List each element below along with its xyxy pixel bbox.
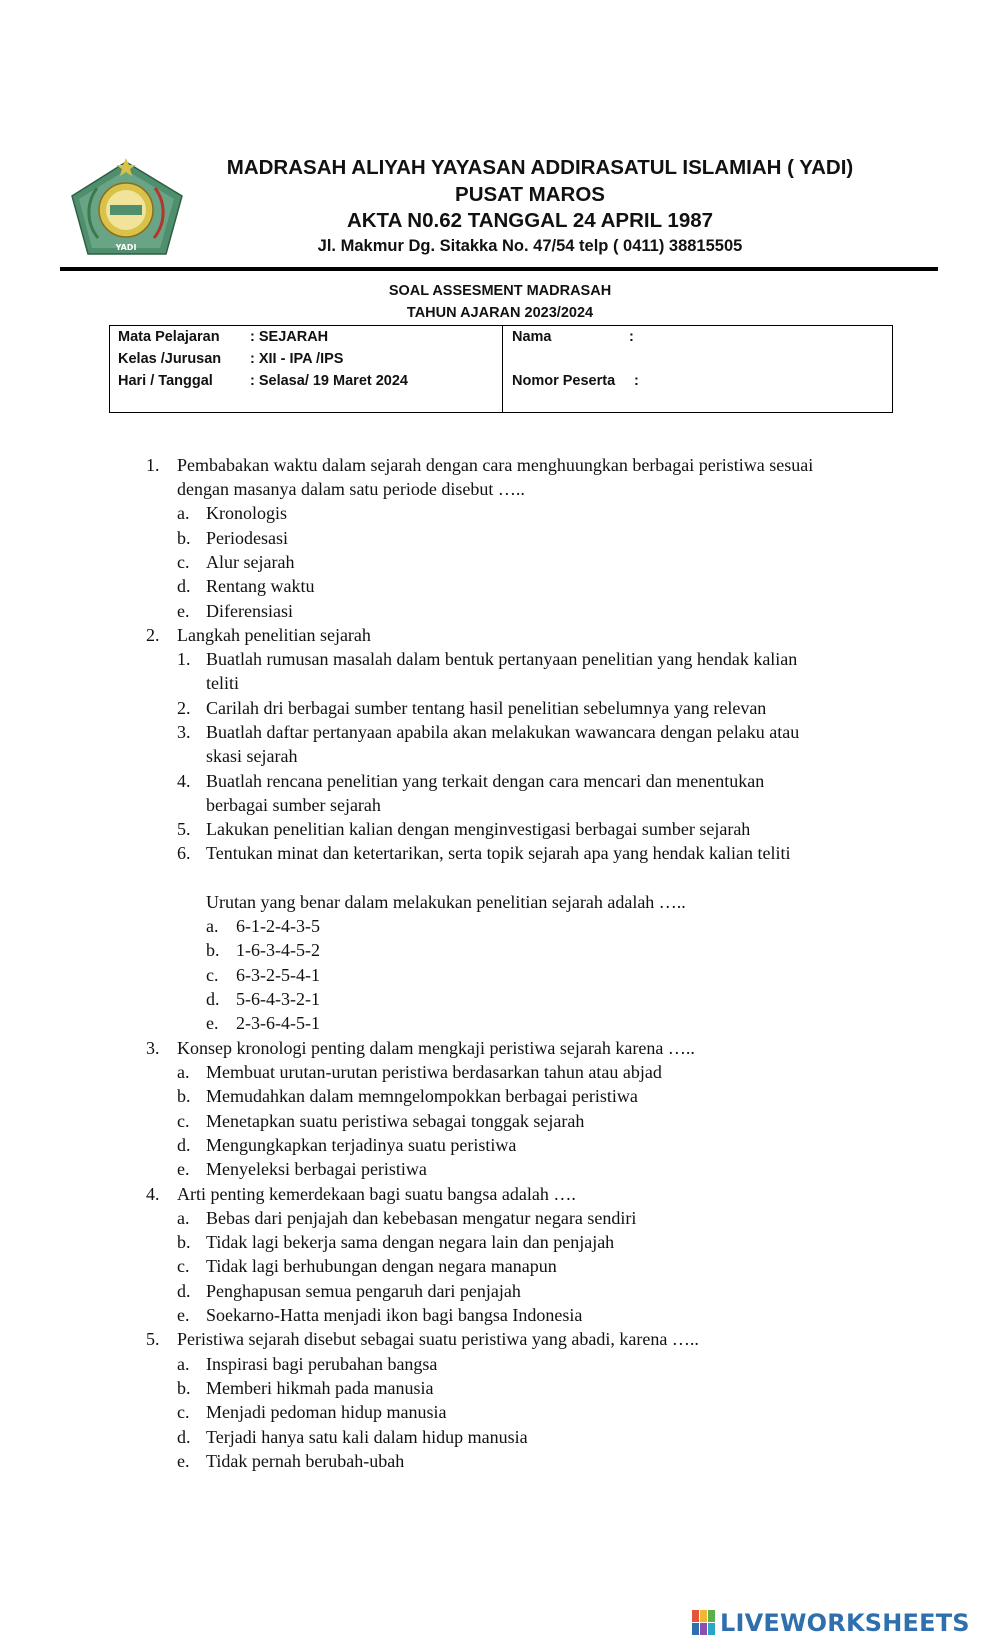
- step-text: Tentukan minat dan ketertarikan, serta topik sejarah apa yang hendak kalian teliti: [206, 843, 791, 863]
- option-letter: a.: [177, 1062, 190, 1082]
- option-letter: d.: [206, 989, 220, 1009]
- option-text: Tidak lagi bekerja sama dengan negara lain dan penjajah: [206, 1232, 615, 1252]
- option-text: 5-6-4-3-2-1: [236, 989, 320, 1009]
- option-letter: c.: [177, 1111, 190, 1131]
- question-text: Pembabakan waktu dalam sejarah dengan cara menghuungkan berbagai peristiwa sesuai: [177, 455, 814, 475]
- option-letter: d.: [177, 1281, 191, 1301]
- step-text: berbagai sumber sejarah: [206, 795, 381, 815]
- liveworksheets-brand[interactable]: [692, 1607, 970, 1639]
- option-text: Soekarno-Hatta menjadi ikon bagi bangsa Indonesia: [206, 1305, 583, 1325]
- question-number: 1.: [146, 455, 160, 475]
- option-letter: b.: [177, 1378, 191, 1398]
- info-box-divider: [502, 325, 503, 413]
- option-text: 2-3-6-4-5-1: [236, 1013, 320, 1033]
- option-letter: a.: [177, 1354, 190, 1374]
- liveworksheets-logo-icon: [692, 1610, 716, 1636]
- question-number: 5.: [146, 1329, 160, 1349]
- option-letter: b.: [177, 1232, 191, 1252]
- step-text: skasi sejarah: [206, 746, 298, 766]
- option-letter: d.: [177, 1135, 191, 1155]
- option-letter: e.: [177, 1305, 190, 1325]
- option-letter: a.: [177, 503, 190, 523]
- option-text: Penghapusan semua pengaruh dari penjajah: [206, 1281, 521, 1301]
- header-divider: [60, 267, 938, 271]
- step-number: 4.: [177, 771, 191, 791]
- question-text: Langkah penelitian sejarah: [177, 625, 371, 645]
- date-label: Hari / Tanggal: [118, 373, 213, 389]
- step-number: 5.: [177, 819, 191, 839]
- step-number: 3.: [177, 722, 191, 742]
- option-text: Memberi hikmah pada manusia: [206, 1378, 434, 1398]
- step-text: teliti: [206, 673, 239, 693]
- liveworksheets-wordmark: LIVEWORKSHEETS: [720, 1609, 970, 1637]
- exam-title: SOAL ASSESMENT MADRASAH: [388, 283, 612, 299]
- option-letter: c.: [177, 1402, 190, 1422]
- participant-number-label: Nomor Peserta: [512, 373, 616, 389]
- option-text: Menjadi pedoman hidup manusia: [206, 1402, 447, 1422]
- question-number: 4.: [146, 1184, 160, 1204]
- option-letter: d.: [177, 576, 191, 596]
- class-value: : XII - IPA /IPS: [250, 351, 344, 367]
- option-letter: c.: [206, 965, 219, 985]
- school-location: PUSAT MAROS: [455, 183, 605, 206]
- option-letter: c.: [177, 1256, 190, 1276]
- question-number: 2.: [146, 625, 160, 645]
- option-letter: e.: [206, 1013, 219, 1033]
- step-number: 1.: [177, 649, 191, 669]
- option-text: Kronologis: [206, 503, 287, 523]
- step-text: Buatlah daftar pertanyaan apabila akan melakukan wawancara dengan pelaku atau: [206, 722, 800, 742]
- class-label: Kelas /Jurusan: [118, 351, 222, 367]
- option-text: Tidak lagi berhubungan dengan negara manapun: [206, 1256, 557, 1276]
- question-number: 3.: [146, 1038, 160, 1058]
- step-text: Lakukan penelitian kalian dengan menginvestigasi berbagai sumber sejarah: [206, 819, 751, 839]
- option-text: Inspirasi bagi perubahan bangsa: [206, 1354, 438, 1374]
- name-label: Nama: [512, 329, 552, 345]
- option-letter: a.: [206, 916, 219, 936]
- option-text: 1-6-3-4-5-2: [236, 940, 320, 960]
- question-text: dengan masanya dalam satu periode disebut …..: [177, 479, 525, 499]
- option-text: Mengungkapkan terjadinya suatu peristiwa: [206, 1135, 517, 1155]
- exam-year: TAHUN AJARAN 2023/2024: [406, 305, 594, 321]
- question-text: Peristiwa sejarah disebut sebagai suatu peristiwa yang abadi, karena …..: [177, 1329, 699, 1349]
- student-info-box: [109, 325, 893, 413]
- option-letter: e.: [177, 1159, 190, 1179]
- step-text: Buatlah rumusan masalah dalam bentuk pertanyaan penelitian yang hendak kalian: [206, 649, 798, 669]
- option-letter: c.: [177, 552, 190, 572]
- option-text: 6-3-2-5-4-1: [236, 965, 320, 985]
- option-letter: b.: [206, 940, 220, 960]
- option-text: Periodesasi: [206, 528, 288, 548]
- option-text: 6-1-2-4-3-5: [236, 916, 320, 936]
- step-text: Carilah dri berbagai sumber tentang hasil penelitian sebelumnya yang relevan: [206, 698, 767, 718]
- step-number: 6.: [177, 843, 191, 863]
- step-text: Buatlah rencana penelitian yang terkait dengan cara mencari dan menentukan: [206, 771, 765, 791]
- subject-value: : SEJARAH: [250, 329, 329, 345]
- question-text: Konsep kronologi penting dalam mengkaji peristiwa sejarah karena …..: [177, 1038, 695, 1058]
- school-address: Jl. Makmur Dg. Sitakka No. 47/54 telp ( 0411) 38815505: [317, 237, 743, 255]
- option-text: Menetapkan suatu peristiwa sebagai tonggak sejarah: [206, 1111, 585, 1131]
- date-value: : Selasa/ 19 Maret 2024: [250, 373, 408, 389]
- question-prompt: Urutan yang benar dalam melakukan penelitian sejarah adalah …..: [206, 892, 686, 912]
- option-text: Terjadi hanya satu kali dalam hidup manusia: [206, 1427, 528, 1447]
- option-text: Memudahkan dalam memngelompokkan berbagai peristiwa: [206, 1086, 638, 1106]
- school-deed: AKTA N0.62 TANGGAL 24 APRIL 1987: [346, 209, 714, 232]
- option-letter: d.: [177, 1427, 191, 1447]
- option-text: Menyeleksi berbagai peristiwa: [206, 1159, 427, 1179]
- subject-label: Mata Pelajaran: [118, 329, 220, 345]
- option-text: Rentang waktu: [206, 576, 315, 596]
- option-text: Membuat urutan-urutan peristiwa berdasarkan tahun atau abjad: [206, 1062, 662, 1082]
- step-number: 2.: [177, 698, 191, 718]
- option-text: Tidak pernah berubah-ubah: [206, 1451, 405, 1471]
- option-text: Diferensiasi: [206, 601, 293, 621]
- school-name: MADRASAH ALIYAH YAYASAN ADDIRASATUL ISLAMIAH ( YADI): [226, 156, 854, 179]
- option-letter: a.: [177, 1208, 190, 1228]
- question-text: Arti penting kemerdekaan bagi suatu bangsa adalah ….: [177, 1184, 576, 1204]
- option-letter: b.: [177, 1086, 191, 1106]
- option-letter: e.: [177, 601, 190, 621]
- option-text: Bebas dari penjajah dan kebebasan mengatur negara sendiri: [206, 1208, 637, 1228]
- svg-text:YADI: YADI: [115, 243, 137, 252]
- name-colon: :: [629, 329, 634, 345]
- participant-number-colon: :: [634, 373, 639, 389]
- option-text: Alur sejarah: [206, 552, 295, 572]
- option-letter: b.: [177, 528, 191, 548]
- option-letter: e.: [177, 1451, 190, 1471]
